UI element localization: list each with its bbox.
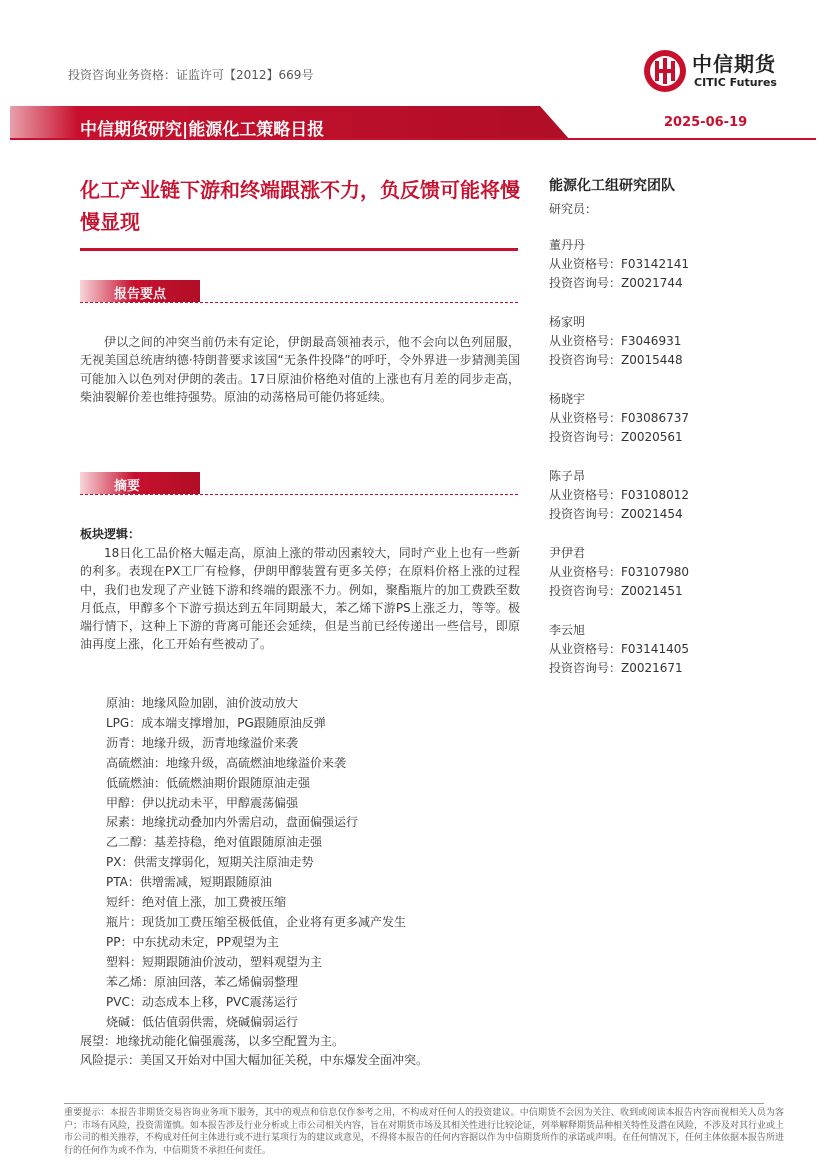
- license-text: 投资咨询业务资格：证监许可【2012】669号: [68, 68, 314, 82]
- list-item: 甲醇：伊以扰动未平，甲醇震荡偏强: [106, 795, 299, 810]
- report-series-title: 中信期货研究|能源化工策略日报: [80, 120, 325, 140]
- list-item: 乙二醇：基差持稳，绝对值跟随原油走强: [106, 835, 323, 850]
- disclaimer-rule: [64, 1103, 764, 1104]
- analyst-entry: [549, 236, 809, 313]
- list-item: 低硫燃油：低硫燃油期价跟随原油走强: [106, 775, 311, 790]
- analyst-advisory-no: 投资咨询号：Z0020561: [549, 430, 683, 444]
- analyst-name: 尹伊君: [549, 546, 586, 560]
- analyst-advisory-no: 投资咨询号：Z0021671: [549, 661, 683, 675]
- list-item: 瓶片：现货加工费压缩至极低值，企业将有更多减产发生: [106, 914, 407, 929]
- analyst-entry: [549, 313, 809, 390]
- sector-logic-text: 18日化工品价格大幅走高，原油上涨的带动因素较大，同时产业上也有一些新的利多。表现在PX工厂有检修，伊朗甲醇装置有更多关停；在原料价格上涨的过程中，我们也发现了产业链下游和终端的跟涨不力。例如，聚酯瓶片的加工费跌至数月低点，甲醇多个下游亏损达到五年同期最大，苯乙烯下游PS上涨乏力，等等。极端行情下，这种上下游的背离可能还会延续，但是当前已经传递出一些信号，即原油再度上涨，化工开始有些被动了。: [80, 546, 520, 652]
- analyst-name: 陈子昂: [549, 469, 586, 483]
- analyst-name: 董丹丹: [549, 238, 586, 252]
- disclaimer-text: 重要提示：本报告非期货交易咨询业务项下服务，其中的观点和信息仅作参考之用，不构成对任何人的投资建议。中信期货不会因为关注、收到或阅读本报告内容而视相关人员为客户；市场有风险，投资需谨慎。如本报告涉及行业分析或上市公司相关内容，旨在对期货市场及其相关性进行比较论证，列举解释期货品种相关特性及潜在风险，不涉及对其行业或上市公司的相关推荐，不构成对任何主体进行或不进行某项行为的建议或意见，不得将本报告的任何内容据以作为中信期货所作的承诺或声明。在任何情况下，任何主体依据本报告所进行的任何作为或不作为，中信期货不承担任何责任。: [64, 1108, 785, 1156]
- list-item: 苯乙烯：原油回落，苯乙烯偏弱整理: [106, 974, 299, 989]
- list-item: 原油：地缘风险加剧，油价波动放大: [106, 696, 299, 710]
- team-title: 能源化工组研究团队: [549, 178, 675, 194]
- analyst-practice-no: 从业资格号：F03108012: [549, 488, 689, 502]
- analyst-name: 杨晓宇: [549, 392, 586, 406]
- list-item: 短纤：绝对值上涨，加工费被压缩: [106, 895, 287, 910]
- analyst-practice-no: 从业资格号：F03142141: [549, 257, 689, 271]
- headline: 化工产业链下游和终端跟涨不力，负反馈可能将慢慢显现: [80, 178, 520, 234]
- analyst-advisory-no: 投资咨询号：Z0021451: [549, 584, 683, 598]
- list-item: 塑料：短期跟随油价波动，塑料观望为主: [106, 954, 323, 969]
- analyst-advisory-no: 投资咨询号：Z0015448: [549, 353, 683, 367]
- analyst-entry: [549, 467, 809, 544]
- citic-emblem-icon: [642, 48, 688, 94]
- analyst-entry: [549, 390, 809, 467]
- sector-logic-label: 板块逻辑：: [80, 527, 141, 541]
- section-rule: [80, 494, 518, 496]
- report-date: 2025-06-19: [664, 115, 748, 130]
- analyst-name: 李云旭: [549, 623, 586, 637]
- summary-header: [80, 472, 518, 496]
- list-item: PTA：供增需减，短期跟随原油: [106, 875, 272, 890]
- analyst-practice-no: 从业资格号：F03086737: [549, 411, 689, 425]
- risk-warning-text: 风险提示：美国又开始对中国大幅加征关税，中东爆发全面冲突。: [80, 1053, 429, 1067]
- headline-rule: [80, 248, 518, 251]
- sector-list: [106, 694, 506, 1032]
- analyst-practice-no: 从业资格号：F03141405: [549, 642, 689, 656]
- analyst-name: 杨家明: [549, 315, 586, 329]
- team-subtitle: 研究员：: [549, 202, 598, 216]
- list-item: 烧碱：低估值弱供需，烧碱偏弱运行: [106, 1014, 299, 1029]
- outlook-text: 展望：地缘扰动能化偏强震荡，以多空配置为主。: [80, 1034, 345, 1048]
- list-item: PX：供需支撑弱化，短期关注原油走势: [106, 855, 314, 870]
- list-item: PVC：动态成本上移，PVC震荡运行: [106, 994, 298, 1009]
- citic-futures-logo: [640, 46, 810, 96]
- key-points-header: [80, 280, 518, 304]
- analyst-entry: [549, 544, 809, 621]
- analyst-list: [549, 236, 809, 698]
- analyst-entry: [549, 621, 809, 698]
- logo-chinese-text: 中信期货: [692, 52, 776, 76]
- list-item: 高硫燃油：地缘升级，高硫燃油地缘溢价来袭: [106, 755, 347, 770]
- analyst-practice-no: 从业资格号：F03107980: [549, 565, 689, 579]
- key-points-label: 报告要点: [114, 287, 167, 302]
- analyst-advisory-no: 投资咨询号：Z0021454: [549, 507, 683, 521]
- analyst-advisory-no: 投资咨询号：Z0021744: [549, 276, 683, 290]
- list-item: LPG：成本端支撑增加，PG跟随原油反弹: [106, 715, 326, 730]
- summary-label: 摘要: [114, 479, 141, 494]
- key-points-text: 伊以之间的冲突当前仍未有定论，伊朗最高领袖表示，他不会向以色列屈服，无视美国总统唐纳德·特朗普要求该国“无条件投降”的呼吁，令外界进一步猜测美国可能加入以色列对伊朗的袭击。17日原油价格绝对值的上涨也有月差的同步走高，柴油裂解价差也维持强势。原油的动荡格局可能仍将延续。: [80, 335, 520, 404]
- analyst-practice-no: 从业资格号：F3046931: [549, 334, 682, 348]
- logo-english-text: CITIC Futures: [694, 76, 777, 89]
- list-item: 尿素：地缘扰动叠加内外需启动，盘面偏强运行: [106, 815, 359, 830]
- list-item: PP：中东扰动未定，PP观望为主: [106, 934, 279, 949]
- section-rule: [80, 302, 518, 304]
- list-item: 沥青：地缘升级，沥青地缘溢价来袭: [106, 735, 299, 750]
